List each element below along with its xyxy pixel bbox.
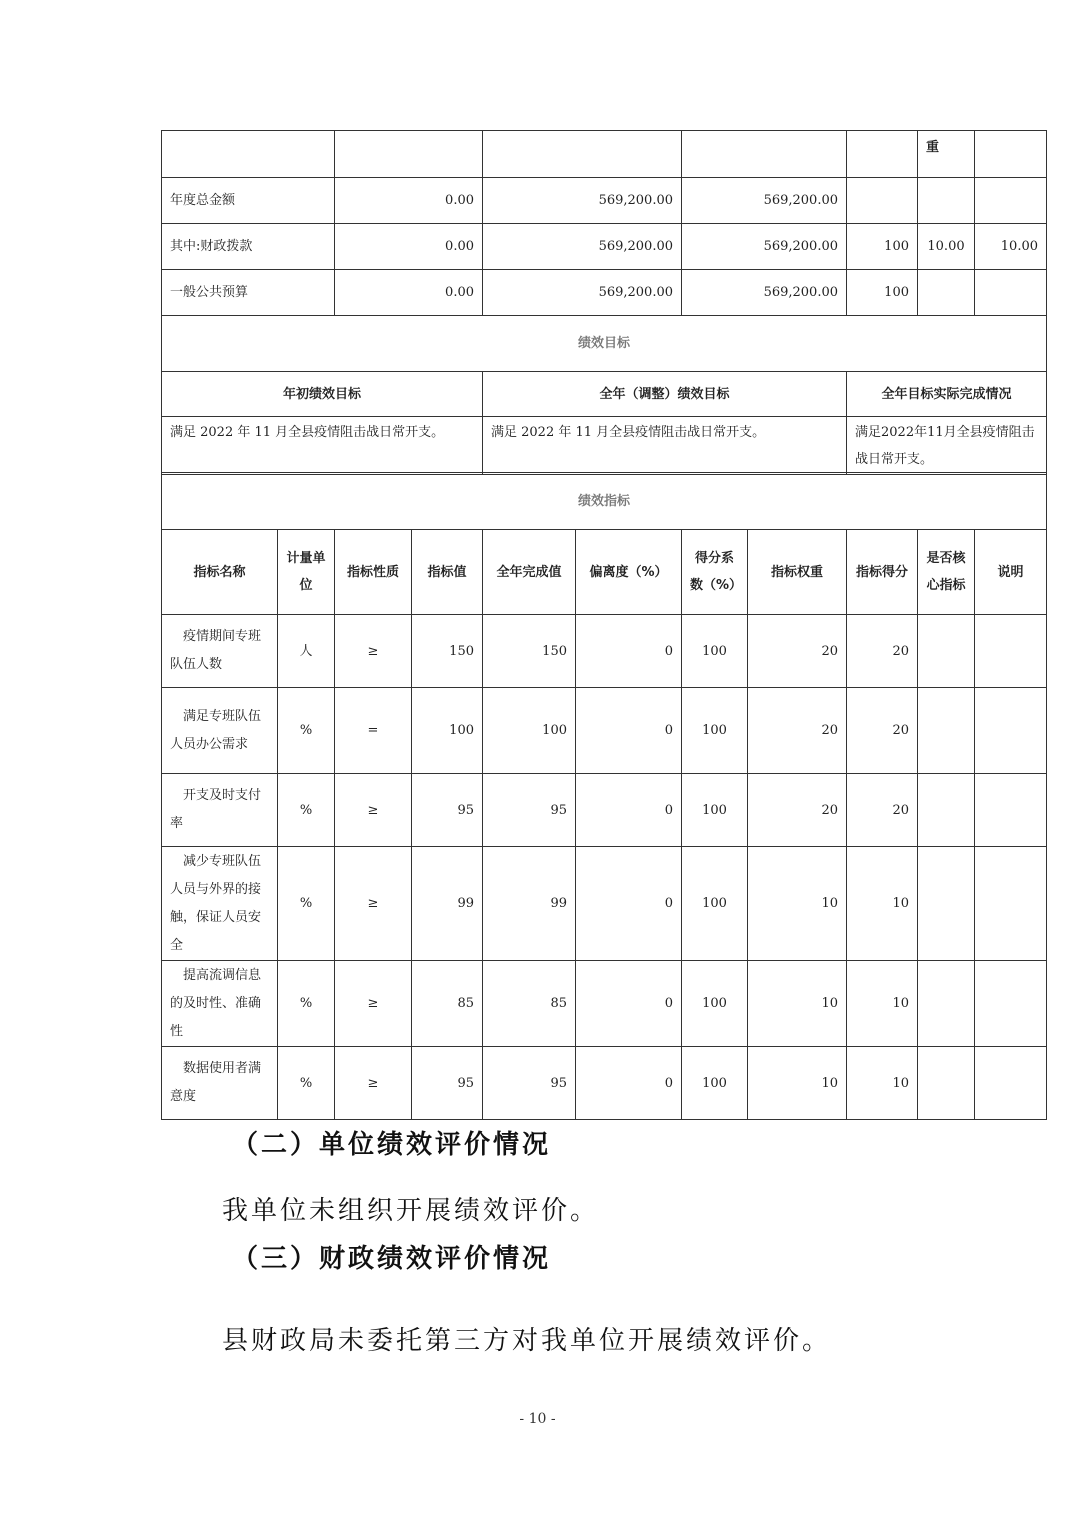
adjusted-amount: 569,200.00 (483, 224, 682, 270)
row-name: 一般公共预算 (162, 270, 335, 316)
section-3-heading: （三）财政绩效评价情况 (232, 1244, 552, 1274)
budget-row (162, 178, 1047, 224)
indicator-score: 10 (847, 961, 918, 1047)
goals-section-title: 绩效目标 (162, 316, 1047, 372)
goal-header-actual: 全年目标实际完成情况 (847, 372, 1047, 417)
score-coefficient: 100 (682, 847, 748, 961)
score: 10.00 (975, 224, 1047, 270)
deviation: 0 (576, 847, 682, 961)
score (975, 270, 1047, 316)
unit: % (278, 847, 335, 961)
core-flag (918, 961, 975, 1047)
table-row (162, 774, 1047, 847)
actual-amount: 569,200.00 (682, 270, 847, 316)
indicator-weight: 20 (748, 774, 847, 847)
score-coefficient: 100 (682, 615, 748, 688)
budget-row (162, 224, 1047, 270)
unit: % (278, 1047, 335, 1120)
section-2-heading: （二）单位绩效评价情况 (232, 1130, 552, 1160)
unit: 人 (278, 615, 335, 688)
indicator-score: 10 (847, 847, 918, 961)
table-row (162, 688, 1047, 774)
execution-rate (847, 178, 918, 224)
goals-header-row (162, 372, 1047, 417)
actual-amount: 569,200.00 (682, 224, 847, 270)
indicator-name: 开支及时支付率 (162, 774, 278, 847)
target-value: 150 (412, 615, 483, 688)
nature: ≥ (335, 1047, 412, 1120)
deviation: 0 (576, 615, 682, 688)
indicator-weight: 20 (748, 688, 847, 774)
budget-row (162, 270, 1047, 316)
indicator-name: 疫情期间专班队伍人数 (162, 615, 278, 688)
weight-header-fragment: 重 (918, 131, 975, 178)
target-value: 95 (412, 774, 483, 847)
indicator-weight: 10 (748, 847, 847, 961)
actual-value: 100 (483, 688, 576, 774)
table-row (162, 847, 1047, 961)
actual-value: 95 (483, 1047, 576, 1120)
adjusted-amount: 569,200.00 (483, 270, 682, 316)
indicators-section-title: 绩效指标 (162, 473, 1047, 530)
nature: ≥ (335, 961, 412, 1047)
weight (918, 178, 975, 224)
score-coefficient: 100 (682, 688, 748, 774)
indicator-name: 数据使用者满意度 (162, 1047, 278, 1120)
unit: % (278, 774, 335, 847)
table-row (162, 615, 1047, 688)
target-value: 85 (412, 961, 483, 1047)
table-row (162, 131, 1047, 178)
deviation: 0 (576, 774, 682, 847)
nature: ≥ (335, 615, 412, 688)
table-row (162, 961, 1047, 1047)
core-flag (918, 1047, 975, 1120)
section-row (162, 316, 1047, 372)
row-name: 其中:财政拨款 (162, 224, 335, 270)
score (975, 178, 1047, 224)
note (975, 688, 1047, 774)
actual-value: 150 (483, 615, 576, 688)
target-value: 100 (412, 688, 483, 774)
execution-rate: 100 (847, 270, 918, 316)
col-header: 计量单位 (278, 530, 335, 615)
row-name: 年度总金额 (162, 178, 335, 224)
budget-table (161, 130, 1047, 475)
note (975, 847, 1047, 961)
goal-adjusted: 满足 2022 年 11 月全县疫情阻击战日常开支。 (483, 417, 847, 475)
indicator-weight: 20 (748, 615, 847, 688)
indicator-weight: 10 (748, 961, 847, 1047)
indicator-weight: 10 (748, 1047, 847, 1120)
col-header: 说明 (975, 530, 1047, 615)
initial-amount: 0.00 (335, 178, 483, 224)
core-flag (918, 615, 975, 688)
actual-value: 99 (483, 847, 576, 961)
col-header: 得分系数（%） (682, 530, 748, 615)
unit: % (278, 961, 335, 1047)
nature: ≥ (335, 847, 412, 961)
execution-rate: 100 (847, 224, 918, 270)
section-row (162, 473, 1047, 530)
col-header: 是否核心指标 (918, 530, 975, 615)
col-header: 指标性质 (335, 530, 412, 615)
nature: = (335, 688, 412, 774)
col-header: 指标得分 (847, 530, 918, 615)
score-coefficient: 100 (682, 774, 748, 847)
indicator-score: 20 (847, 688, 918, 774)
target-value: 95 (412, 1047, 483, 1120)
nature: ≥ (335, 774, 412, 847)
section-3-body: 县财政局未委托第三方对我单位开展绩效评价。 (222, 1326, 832, 1356)
unit: % (278, 688, 335, 774)
indicator-score: 20 (847, 615, 918, 688)
col-header: 偏离度（%） (576, 530, 682, 615)
note (975, 615, 1047, 688)
col-header: 指标名称 (162, 530, 278, 615)
page-number: - 10 - (519, 1411, 556, 1427)
note (975, 774, 1047, 847)
adjusted-amount: 569,200.00 (483, 178, 682, 224)
section-2-body: 我单位未组织开展绩效评价。 (222, 1196, 600, 1226)
score-coefficient: 100 (682, 1047, 748, 1120)
weight (918, 270, 975, 316)
deviation: 0 (576, 961, 682, 1047)
goal-initial: 满足 2022 年 11 月全县疫情阻击战日常开支。 (162, 417, 483, 475)
target-value: 99 (412, 847, 483, 961)
note (975, 1047, 1047, 1120)
indicator-name: 满足专班队伍人员办公需求 (162, 688, 278, 774)
actual-value: 95 (483, 774, 576, 847)
deviation: 0 (576, 688, 682, 774)
indicator-name: 减少专班队伍人员与外界的接触，保证人员安全 (162, 847, 278, 961)
core-flag (918, 847, 975, 961)
core-flag (918, 774, 975, 847)
goals-value-row (162, 417, 1047, 475)
col-header: 指标值 (412, 530, 483, 615)
indicator-name: 提高流调信息的及时性、准确性 (162, 961, 278, 1047)
core-flag (918, 688, 975, 774)
goal-actual: 满足2022年11月全县疫情阻击战日常开支。 (847, 417, 1047, 475)
table-row (162, 1047, 1047, 1120)
initial-amount: 0.00 (335, 224, 483, 270)
score-coefficient: 100 (682, 961, 748, 1047)
col-header: 指标权重 (748, 530, 847, 615)
initial-amount: 0.00 (335, 270, 483, 316)
actual-value: 85 (483, 961, 576, 1047)
col-header: 全年完成值 (483, 530, 576, 615)
indicator-table (161, 472, 1047, 1120)
note (975, 961, 1047, 1047)
indicator-score: 10 (847, 1047, 918, 1120)
goal-header-initial: 年初绩效目标 (162, 372, 483, 417)
indicator-score: 20 (847, 774, 918, 847)
indicators-header-row (162, 530, 1047, 615)
weight: 10.00 (918, 224, 975, 270)
actual-amount: 569,200.00 (682, 178, 847, 224)
goal-header-adjusted: 全年（调整）绩效目标 (483, 372, 847, 417)
deviation: 0 (576, 1047, 682, 1120)
